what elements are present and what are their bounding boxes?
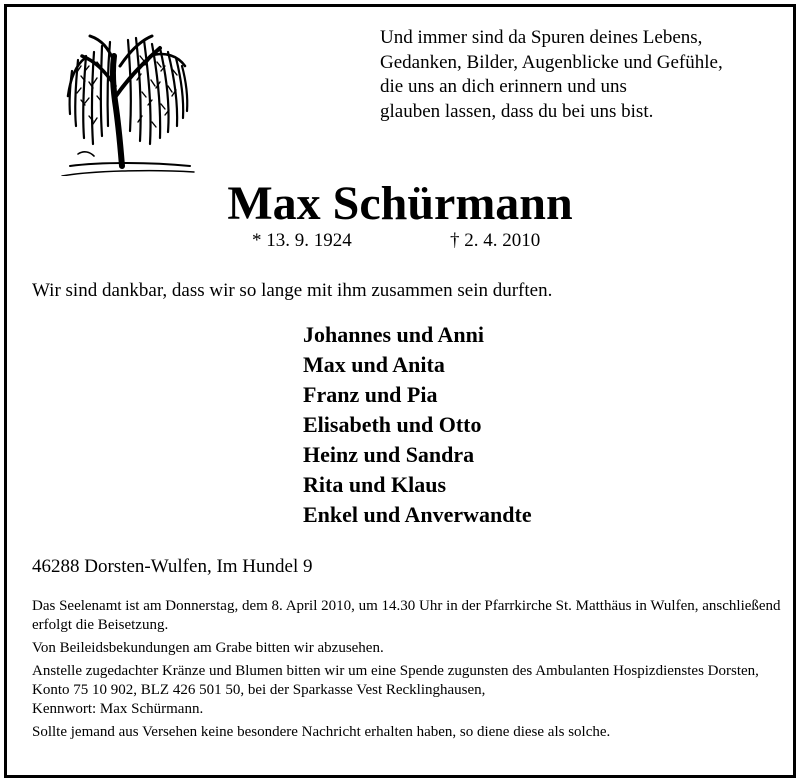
condolences-note: Von Beileidsbekundungen am Grabe bitten wir abzusehen. [32, 640, 384, 656]
poem [380, 26, 780, 124]
poem-line: glauben lassen, dass du bei uns bist. [380, 100, 654, 122]
weeping-willow-icon [60, 26, 195, 176]
family-member: Johannes und Anni [303, 322, 484, 347]
death-date: † 2. 4. 2010 [450, 230, 541, 251]
notes [32, 597, 782, 746]
donation-note [32, 662, 782, 719]
poem-line: Gedanken, Bilder, Augenblicke und Gefühle, [380, 51, 723, 73]
family-member: Enkel und Anverwandte [303, 502, 532, 527]
family-list [303, 320, 532, 530]
poem-line: die uns an dich erinnern und uns [380, 76, 627, 97]
service-note: Das Seelenamt ist am Donnerstag, dem 8. April 2010, um 14.30 Uhr in der Pfarrkirche St. Matthäus in Wulfen, anschließend erfolgt die Beisetzung. [32, 598, 781, 633]
address: 46288 Dorsten-Wulfen, Im Hundel 9 [32, 556, 313, 577]
donation-keyword: Kennwort: Max Schürmann. [32, 701, 204, 717]
birth-date: * 13. 9. 1924 [252, 230, 352, 251]
family-member: Max und Anita [303, 352, 445, 377]
donation-text: Anstelle zugedachter Kränze und Blumen bitten wir um eine Spende zugunsten des Ambulanten Hospizdienstes Dorsten, Konto 75 10 902, BLZ 426 501 50, bei der Sparkasse Vest Recklinghausen, [32, 663, 759, 698]
family-member: Heinz und Sandra [303, 442, 475, 467]
poem-line: Und immer sind da Spuren deines Lebens, [380, 27, 703, 48]
family-member: Franz und Pia [303, 382, 438, 407]
thanks-line: Wir sind dankbar, dass wir so lange mit ihm zusammen sein durften. [32, 280, 553, 301]
family-member: Rita und Klaus [303, 472, 447, 497]
deceased-name: Max Schürmann [227, 177, 573, 230]
family-member: Elisabeth und Otto [303, 412, 482, 437]
closing-note: Sollte jemand aus Versehen keine besondere Nachricht erhalten haben, so diene diese als solche. [32, 724, 611, 740]
